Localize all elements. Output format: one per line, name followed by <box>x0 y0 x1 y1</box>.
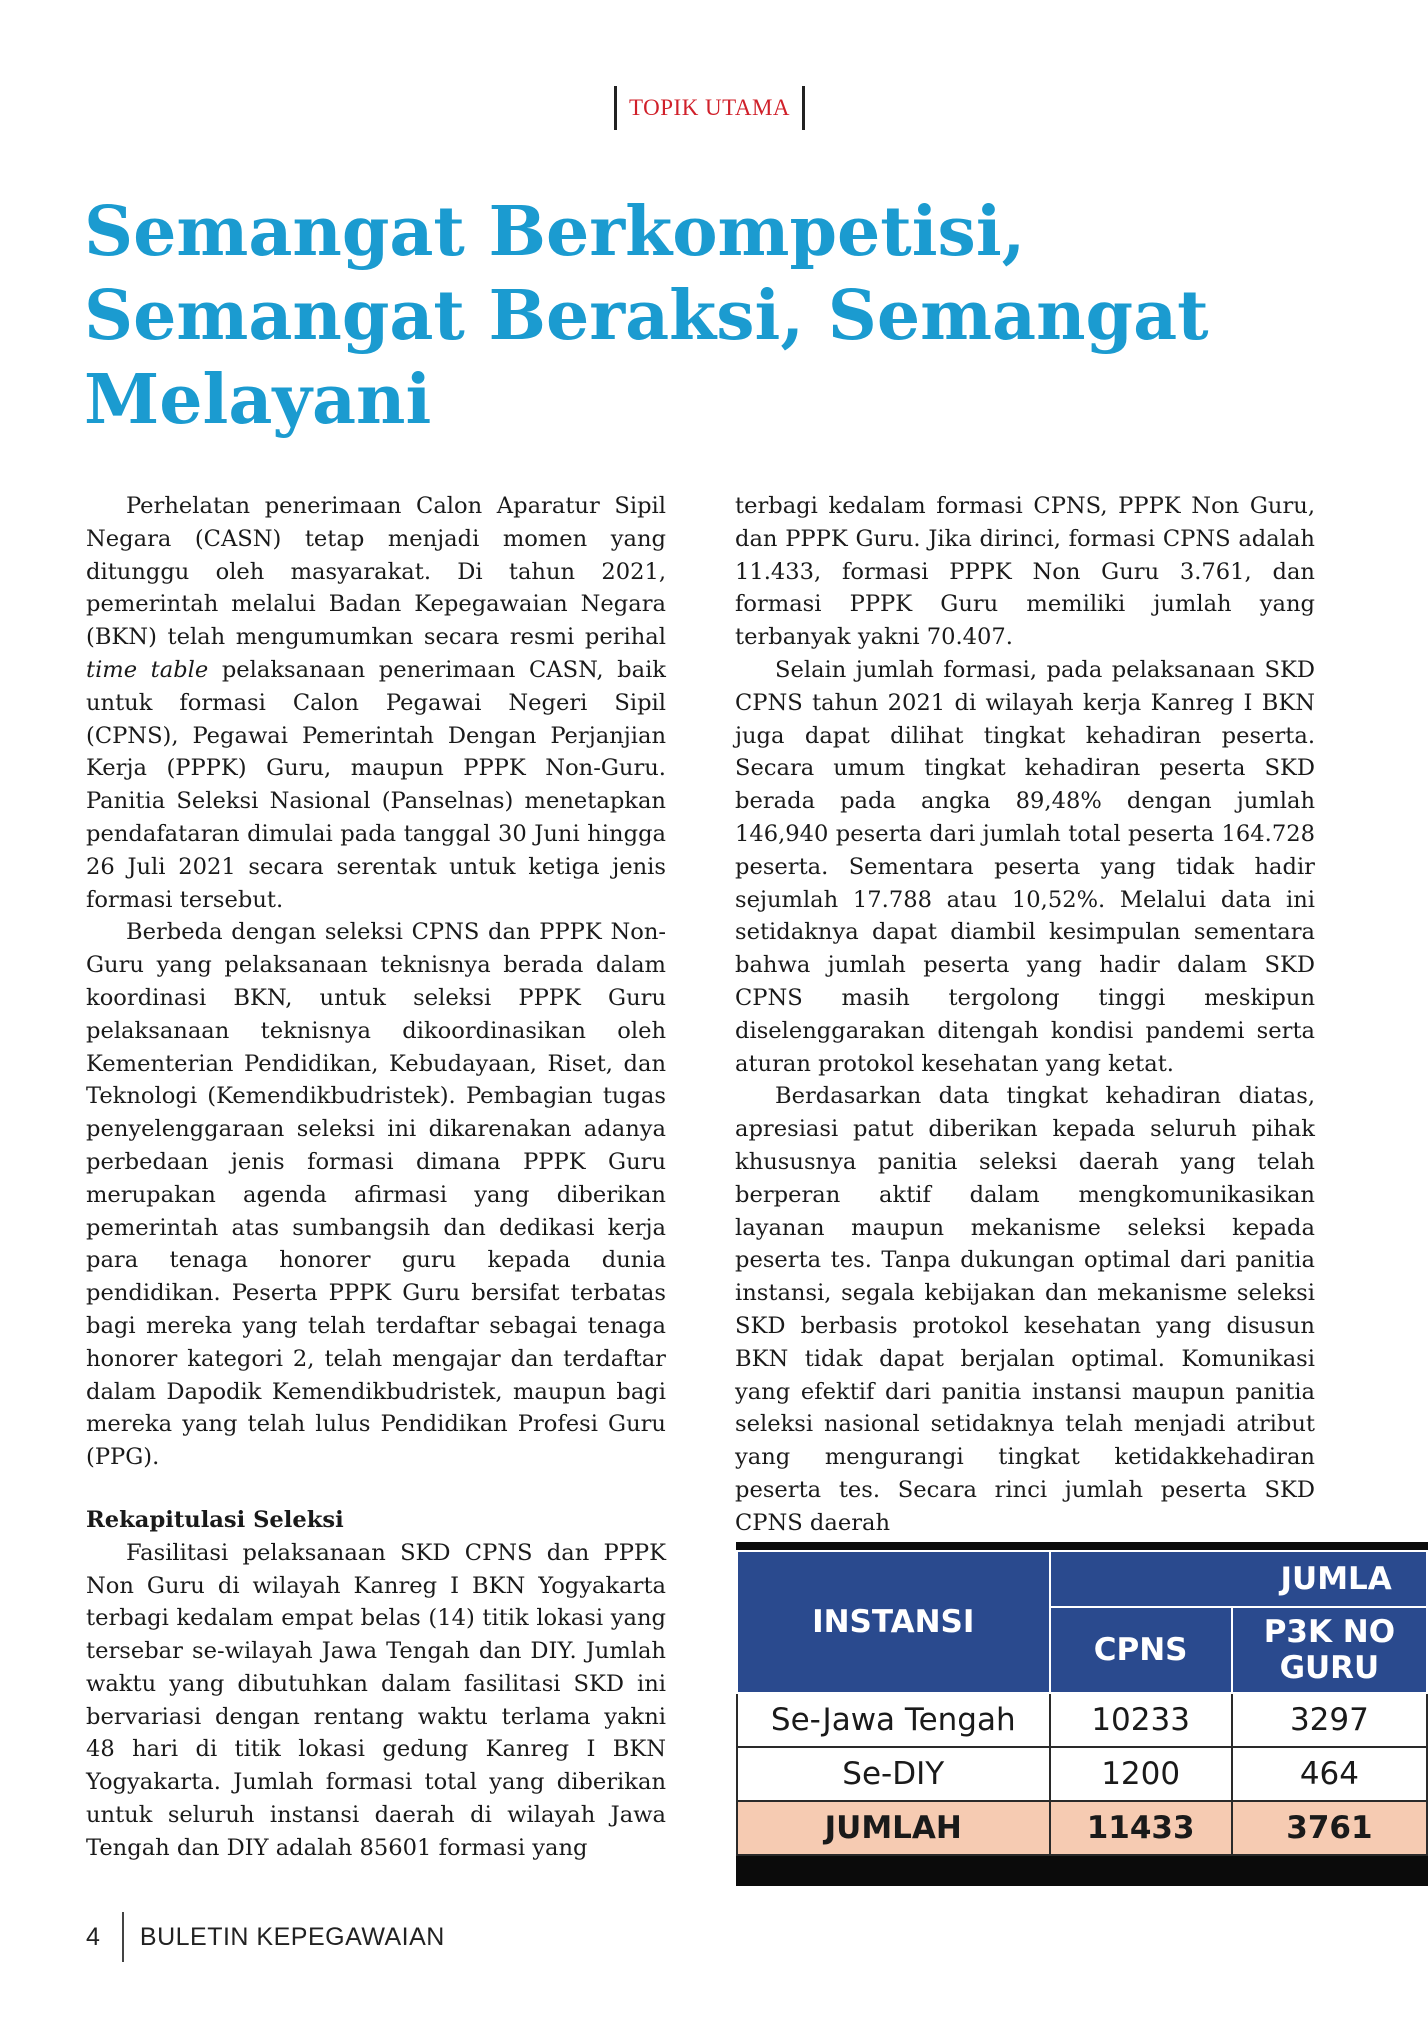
recap-table-image <box>736 1542 1428 1886</box>
paragraph-2: Berbeda dengan seleksi CPNS dan PPPK Non-Guru yang pelaksanaan teknisnya berada dalam koordinasi BKN, untuk seleksi PPPK Guru pelaksanaan teknisnya dikoordinasikan oleh Kementerian Pendidikan, Kebudayaan, Riset, dan Teknologi (Kemendikbudristek). Pembagian tugas penyelenggaraan seleksi ini dikarenakan adanya perbedaan jenis formasi dimana PPPK Guru merupakan agenda afirmasi yang diberikan pemerintah atas sumbangsih dan dedikasi kerja para tenaga honorer guru kepada dunia pendidikan. Peserta PPPK Guru bersifat terbatas bagi mereka yang telah terdaftar sebagai tenaga honorer kategori 2, telah mengajar dan terdaftar dalam Dapodik Kemendikbudristek, maupun bagi mereka yang telah lulus Pendidikan Profesi Guru (PPG). <box>86 919 666 1471</box>
paragraph-1-text-b: pelaksanaan penerimaan CASN, baik untuk formasi Calon Pegawai Negeri Sipil (CPNS), Pegawai Pemerintah Dengan Perjanjian Kerja (PPPK) Guru, maupun PPPK Non-Guru. Panitia Seleksi Nasional (Panselnas) menetapkan pendafataran dimulai pada tanggal 30 Juni hingga 26 Juli 2021 secara serentak untuk ketiga jenis formasi tersebut. <box>86 656 666 913</box>
paragraph-1-text-a: Perhelatan penerimaan Calon Aparatur Sipil Negara (CASN) tetap menjadi momen yang ditunggu oleh masyarakat. Di tahun 2021, pemerintah melalui Badan Kepegawaian Negara (BKN) telah mengumumkan secara resmi perihal <box>86 493 666 651</box>
header-instansi: INSTANSI <box>737 1551 1050 1693</box>
title-line-1: Semangat Berkompetisi, <box>84 192 1026 272</box>
paragraph-3: Fasilitasi pelaksanaan SKD CPNS dan PPPK Non Guru di wilayah Kanreg I BKN Yogyakarta terbagi kedalam empat belas (14) titik lokasi yang tersebar se-wilayah Jawa Tengah dan DIY. Jumlah waktu yang dibutuhkan dalam fasilitasi SKD ini bervariasi dengan rentang waktu terlama yakni 48 hari di titik lokasi gedung Kanreg I BKN Yogyakarta. Jumlah formasi total yang diberikan untuk seluruh instansi daerah di wilayah Jawa Tengah dan DIY adalah 85601 formasi yang <box>86 1539 666 1861</box>
paragraph-4: terbagi kedalam formasi CPNS, PPPK Non Guru, dan PPPK Guru. Jika dirinci, formasi CPNS adalah 11.433, formasi PPPK Non Guru 3.761, dan formasi PPPK Guru memiliki jumlah yang terbanyak yakni 70.407. <box>735 493 1315 651</box>
header-jumlah-group: JUMLA <box>1050 1551 1428 1607</box>
cell-cpns: 1200 <box>1050 1747 1232 1801</box>
table-row <box>737 1693 1427 1747</box>
title-line-3: Melayani <box>84 360 432 440</box>
footer-divider <box>122 1912 124 1962</box>
cell-p3k: 464 <box>1232 1747 1427 1801</box>
header-p3k <box>1232 1607 1427 1693</box>
paragraph-1 <box>86 490 666 916</box>
publication-name: BULETIN KEPEGAWAIAN <box>139 1922 445 1951</box>
section-label: TOPIK UTAMA <box>629 95 791 120</box>
right-column <box>735 490 1315 1540</box>
total-p3k: 3761 <box>1232 1801 1427 1855</box>
total-cpns: 11433 <box>1050 1801 1232 1855</box>
paragraph-1-italic: time table <box>86 656 209 683</box>
cell-instansi: Se-Jawa Tengah <box>737 1693 1050 1747</box>
cell-p3k: 3297 <box>1232 1693 1427 1747</box>
cell-instansi: Se-DIY <box>737 1747 1050 1801</box>
subheading: Rekapitulasi Seleksi <box>86 1506 344 1533</box>
paragraph-5: Selain jumlah formasi, pada pelaksanaan SKD CPNS tahun 2021 di wilayah kerja Kanreg I BKN juga dapat dilihat tingkat kehadiran peserta. Secara umum tingkat kehadiran peserta SKD berada pada angka 89,48% dengan jumlah 146,940 peserta dari jumlah total peserta 164.728 peserta. Sementara peserta yang tidak hadir sejumlah 17.788 atau 10,52%. Melalui data ini setidaknya dapat diambil kesimpulan sementara bahwa jumlah peserta yang hadir dalam SKD CPNS masih tergolong tinggi meskipun diselenggarakan ditengah kondisi pandemi serta aturan protokol kesehatan yang ketat. <box>735 656 1315 1077</box>
left-column <box>86 490 666 1865</box>
article-title <box>84 190 1364 442</box>
section-tag <box>614 86 805 130</box>
header-p3k-line-1: P3K NO <box>1263 1614 1396 1650</box>
header-p3k-line-2: GURU <box>1279 1650 1380 1686</box>
total-label: JUMLAH <box>737 1801 1050 1855</box>
table-total-row <box>737 1801 1427 1855</box>
page-footer <box>86 1912 445 1962</box>
title-line-2: Semangat Beraksi, Semangat <box>84 276 1209 356</box>
recap-table <box>736 1550 1428 1856</box>
paragraph-6: Berdasarkan data tingkat kehadiran diatas, apresiasi patut diberikan kepada seluruh pihak khususnya panitia seleksi daerah yang telah berperan aktif dalam mengkomunikasikan layanan maupun mekanisme seleksi kepada peserta tes. Tanpa dukungan optimal dari panitia instansi, segala kebijakan dan mekanisme seleksi SKD berbasis protokol kesehatan yang disusun BKN tidak dapat berjalan optimal. Komunikasi yang efektif dari panitia instansi maupun panitia seleksi nasional setidaknya telah menjadi atribut yang mengurangi tingkat ketidakkehadiran peserta tes. Secara rinci jumlah peserta SKD CPNS daerah <box>735 1083 1315 1536</box>
cell-cpns: 10233 <box>1050 1693 1232 1747</box>
table-row <box>737 1747 1427 1801</box>
page-number: 4 <box>86 1922 100 1951</box>
header-cpns: CPNS <box>1050 1607 1232 1693</box>
